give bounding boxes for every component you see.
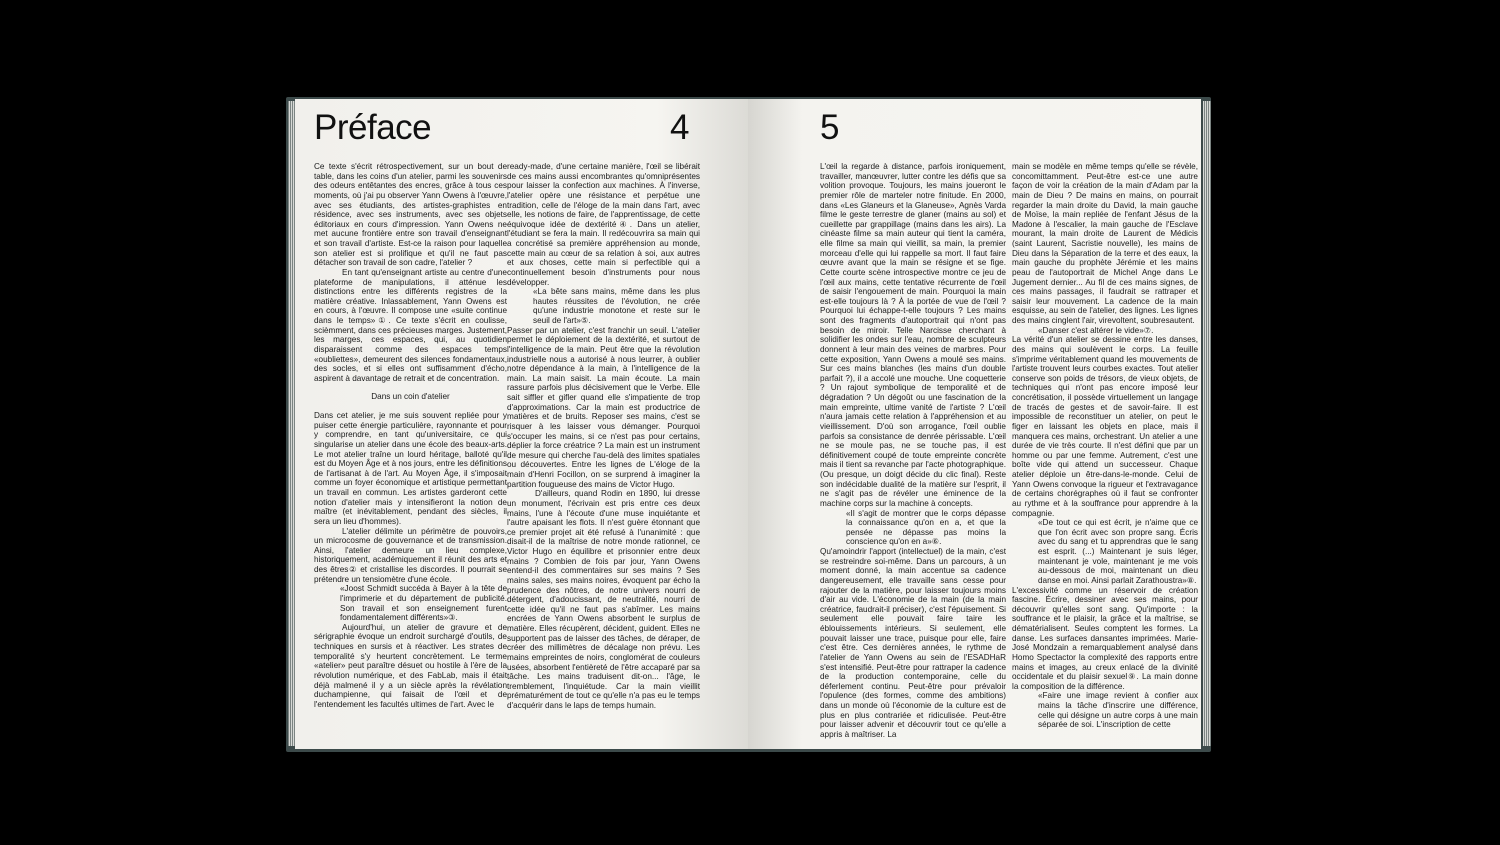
paragraph: L'excessivité comme un réservoir de création fascine. Écrire, dessiner avec ses mains, pour découvrir qu'elles sont sang. Qu'importe : la souffrance et le plaisir, la grâce et la maîtrise, se dématérialisent. Seules comptent les formes. La danse. Les surfaces dansantes imprimées. Marie-José Mondzain a remarquablement analysé dans Homo Spectactor la complexité des rapports entre mains et images, au creux enlacé de la divinité occidentale et du plaisir sexuel⑨. La main donne la composition de la différence. <box>1012 585 1198 691</box>
paragraph: L'œil la regarde à distance, parfois ironiquement, travailler, manœuvrer, lutter contre les défis que sa volition provoque. Toujours, les mains joueront le premier rôle de marteler notre finitude. En 2000, dans «Les Glaneurs et la Glaneuse», Agnès Varda filme le geste terrestre de glaner (mains au sol) et cueillette par grappillage (mains dans les airs). La cinéaste filme sa main auteur qui tient la caméra, elle filme sa main qui vieillit, sa main, la premier morceau d'elle qui lui rappelle sa mort. Il faut faire œuvre avant que la main se résigne et se fige. Cette courte scène introspective montre ce jeu de l'œil aux mains, cette tentative récurrente de l'œil de saisir l'engouement de main. Pourquoi la main est-elle toujours là ? À la portée de vue de l'œil ? Pourquoi lui échappe-t-elle toujours ? Les mains sont des fragments d'autoportrait qui n'ont pas besoin de miroir. Telle Narcisse cherchant à solidifier les ondes sur l'eau, nombre de sculpteurs donnent à leur main des veines de marbres. Pour cette exposition, Yann Owens a moulé ses mains. Sur ces mains blanches (les mains d'un double parfait ?), il a accolé une mouche. Une coquetterie ? Un rajout symbolique de temporalité et de dégradation ? Un dégoût ou une fascination de la main empreinte, ultime vanité de l'artiste ? L'œil n'aura jamais cette relation à l'appréhension et au vieillissement. D'où son arrogance, l'œil oublie parfois sa consistance de denrée périssable. L'œil ne se moule pas, ne se touche pas, il est définitivement coupé de toute empreinte concrète mais il tient sa revanche par l'acte photographique. (Ou presque, un doigt décide du clic final). Reste son indécidable dualité de la matière sur l'esprit, il ne s'agit pas de révéler une éminence de la machine corps sur la machine à concepts. <box>820 162 1006 508</box>
quote: «De tout ce qui est écrit, je n'aime que ce que l'on écrit avec son propre sang. Écris avec du sang et tu apprendras que le sang est esprit. (...) Maintenant je suis léger, maintenant je vole, maintenant je me vois au-dessous de moi, maintenant un dieu danse en moi. Ainsi parlait Zarathoustra»⑧. <box>1038 518 1198 585</box>
right-column-1 <box>820 162 1006 747</box>
paragraph: Dans cet atelier, je me suis souvent repliée pour y puiser cette énergie particulière, rayonnante et pour y comprendre, en tant qu'universitaire, ce qui singularise un atelier dans une école des beaux-arts. Le mot atelier traîne un lourd héritage, balloté qu'il est du Moyen Âge et à nos jours, entre les définitions de l'artisanat à de l'art. Au Moyen Âge, il s'imposait comme un foyer économique et artistique permettant un travail en commun. Les artistes garderont cette notion d'atelier mais y intensifieront la notion de maître (et inévitablement, pendant des siècles, il sera un lieu d'hommes). <box>314 411 507 526</box>
page-stack-right <box>1203 101 1211 746</box>
page-number-left: 4 <box>670 108 690 147</box>
right-column-2 <box>1012 162 1198 747</box>
quote: «Faire une image revient à confier aux mains la tâche d'inscrire une différence, celle qui désigne un autre corps à une main séparée de soi. L'inscription de cette <box>1038 691 1198 730</box>
page-number-right: 5 <box>820 108 840 147</box>
right-page <box>748 99 1201 749</box>
quote: «Il s'agit de montrer que le corps dépasse la connaissance qu'on en a, et que la pensée ne dépasse pas moins la conscience qu'on en a»⑥. <box>846 508 1006 547</box>
paragraph: main se modèle en même temps qu'elle se révèle, concomittamment. Peut-être est-ce une autre façon de voir la création de la main d'Adam par la main de Dieu ? De mains en mains, on pourrait regarder la main droite du David, la main gauche de Moïse, la main repliée de l'enfant Jésus de la Madone à l'escalier, la main gauche de l'Esclave mourant, la main droite de Laurent de Médicis (saint Laurent, Sacristie nouvelle), les mains de Dieu dans la Séparation de la terre et des eaux, la main gauche du prophète Jérémie et les mains peau de l'autoportrait de Michel Ange dans Le Jugement dernier... Au fil de ces mains signes, de ces mains passages, il faudrait se rattraper et saisir leur mouvement. La cadence de la main esquisse, au sein de l'atelier, des lignes. Les lignes des mains cinglent l'air, virevoltent, soubresautent. <box>1012 162 1198 325</box>
quote: «Danser c'est altérer le vide»⑦. <box>1038 325 1154 335</box>
left-column-1 <box>314 162 507 747</box>
page-title: Préface <box>314 108 432 147</box>
left-page <box>295 99 748 749</box>
paragraph: La vérité d'un atelier se dessine entre les danses, des mains qui soulèvent le corps. La feuille s'imprime véritablement quand les mouvements de l'artiste trouvent leurs courbes exactes. Tout atelier conserve son poids de trésors, de vieux objets, de techniques qui n'ont pas encore imposé leur concrétisation, il possède virtuellement un langage de tracés de gestes et de savoir-faire. Il est impossible de reconstituer un atelier, on peut le figer en laissant les objets en place, mais il manquera ces mains, orchestrant. Un atelier a une durée de vie très courte. Il n'est défini que par un homme ou par une femme. Autrement, c'est une boîte vide qui attend un successeur. Chaque atelier déploie un être-dans-le-monde. Celui de Yann Owens convoque la rigueur et l'extravagance de certains chorégraphes où il faut se confronter au rythme et à la souffrance pour apprendre à la compagnie. <box>1012 335 1198 518</box>
paragraph: L'atelier délimite un périmètre de pouvoirs, un microcosme de gouvernance et de transmission. Ainsi, l'atelier demeure un lieu complexe, historiquement, académiquement il réunit des arts et des êtres② et cristallise les discordes. Il pourrait se prétendre un tensiomètre d'une école. <box>314 526 507 584</box>
section-heading: Dans un coin d'atelier <box>371 392 450 402</box>
paragraph: Passer par un atelier, c'est franchir un seuil. L'atelier permet le déploiement de la dextérité, et surtout de l'intelligence de la main. Peut être que la révolution industrielle nous a autorisé à nous leurrer, à oublier notre dépendance à la main, à l'intelligence de la main. La main saisit. La main écoute. La main rassure parfois plus décisivement que le Verbe. Elle sait siffler et gifler quand elle s'impatiente de trop d'approximations. Car la main est productrice de matières et de bruits. Reposer ses mains, c'est se risquer à les laisser vous démanger. Pourquoi s'occuper les mains, si ce n'est pas pour certains, déplier la force créatrice ? La main est un instrument de mesure qui cherche l'au-delà des limites spatiales ou découvertes. Entre les lignes de L'éloge de la main d'Henri Focillon, on se surprend à imaginer la partition fougueuse des mains de Victor Hugo. <box>507 325 700 489</box>
paragraph: ready-made, d'une certaine manière, l'œil se libérait de ces mains aussi encombrantes qu'omniprésentes pour laisser la confection aux machines. À l'inverse, l'atelier opère une résistance et perpétue une tradition, celle de l'éloge de la main dans l'art, avec elle, les notions de faire, de l'apprentissage, de cette équivoque idée de dextérité④. Dans un atelier, l'étudiant se fera la main. Il redécouvrira sa main qui a concrétisé sa première appréhension au monde, cette main au cœur de sa relation à soi, aux autres et aux choses, cette main si perfectible qui a continuellement besoin d'instruments pour nous développer. <box>507 162 700 287</box>
paragraph: Qu'amoindrir l'apport (intellectuel) de la main, c'est se restreindre soi-même. Dans un parcours, à un moment donné, la main accentue sa cadence dangereusement, elle travaille sans cesse pour rajouter de la matière, pour laisser toujours moins d'air au vide. L'économie de la main (de la main créatrice, faudrait-il préciser), c'est l'épuisement. Si seulement elle pouvait faire taire les éblouissements intérieurs. Si seulement, elle pouvait laisser une trace, puisque pour elle, faire c'est être. Ces dernières années, le rythme de l'atelier de Yann Owens au sein de l'ESADHaR s'est intensifié. Peut-être pour rattraper la cadence de la production contemporaine, celle du déferlement continu. Peut-être pour prévaloir l'opulence (des formes, comme des ambitions) dans un monde où l'économie de la culture est de plus en plus contrariée et ridiculisée. Peut-être pour laisser advenir et découvrir tout ce qu'elle a appris à maîtriser. La <box>820 547 1006 739</box>
paragraph: Ce texte s'écrit rétrospectivement, sur un bout de table, dans les coins d'un atelier, parmi les souvenirs des odeurs entêtantes des encres, grâce à tous ces moments, où j'ai pu observer Yann Owens à l'œuvre, avec ses étudiants, des artistes-graphistes en résidence, avec ses instruments, avec ses objets éditoriaux en cours d'impression. Yann Owens ne met aucune frontière entre son travail d'enseignant et son travail d'artiste. Est-ce la raison pour laquelle son atelier est si prolifique et qu'il ne faut pas détacher son travail de son cadre, l'atelier ? <box>314 162 507 268</box>
left-column-2 <box>507 162 700 747</box>
quote: «Joost Schmidt succéda à Bayer à la tête de l'imprimerie et du département de publicité. Son travail et son enseignement furent fondamentalement différents»③. <box>340 584 507 623</box>
paragraph: Aujourd'hui, un atelier de gravure et de sérigraphie évoque un endroit surchargé d'outils, de techniques en sursis et à réactiver. Les strates de temporalité s'y heurtent concrètement. Le terme «atelier» peut paraître désuet ou hostile à l'ère de la révolution numérique, et des FabLab, mais il était déjà malmené il y a un siècle après la révélation duchampienne, qui faisait de l'œil et de l'entendement les facultés ultimes de l'art. Avec le <box>314 622 507 709</box>
quote: «La bête sans mains, même dans les plus hautes réussites de l'évolution, ne crée qu'une industrie monotone et reste sur le seuil de l'art»⑤. <box>533 287 700 325</box>
open-book <box>286 97 1211 752</box>
paragraph: D'ailleurs, quand Rodin en 1890, lui dresse un monument, l'écrivain est pris entre ces deux mains, l'une à l'écoute d'une muse inquiétante et l'autre apaisant les flots. Il n'est guère étonnant que ce premier projet ait été refusé à l'unanimité : que disait-il de la maîtrise de notre monde rationnel, ce Victor Hugo en équilibre et prisonnier entre deux mains ? Combien de fois par jour, Yann Owens entend-il des commentaires sur ses mains ? Ses mains sales, ses mains noires, évoquent par écho la prudence des nôtres, de notre univers nourri de détergent, d'adoucissant, de neutralité, nourri de cette idée qu'il ne faut pas s'abîmer. Les mains encrées de Yann Owens absorbent le surplus de matière. Elles récupèrent, décident, guident. Elles ne supportent pas de laisser des tâches, de déraper, de créer des millimètres de décalage non prévu. Les mains empreintes de noirs, conglomérat de couleurs usées, absorbent l'entièreté de l'être accaparé par sa tâche. Les mains traduisent dit-on... l'âge, le tremblement, l'inquiétude. Car la main vieillit prématurément de tout ce qu'elle n'a pas eu le temps d'acquérir dans le laps de temps humain. <box>507 489 700 710</box>
paragraph: En tant qu'enseignant artiste au centre d'une plateforme de manipulations, il atténue les distinctions entre les différents registres de la matière créative. Inlassablement, Yann Owens est en cours, à l'œuvre. Il compose une «suite continue dans le temps»①. Ce texte s'écrit en coulisse, scièmment, dans ces précieuses marges. Justement, les marges, ces espaces, qui, au quotidien disparaissent comme des espaces temps «oubliettes», demeurent des silences fondamentaux, des socles, et si elles ont suffisamment d'écho, aspirent à davantage de retrait et de concentration. <box>314 267 507 383</box>
